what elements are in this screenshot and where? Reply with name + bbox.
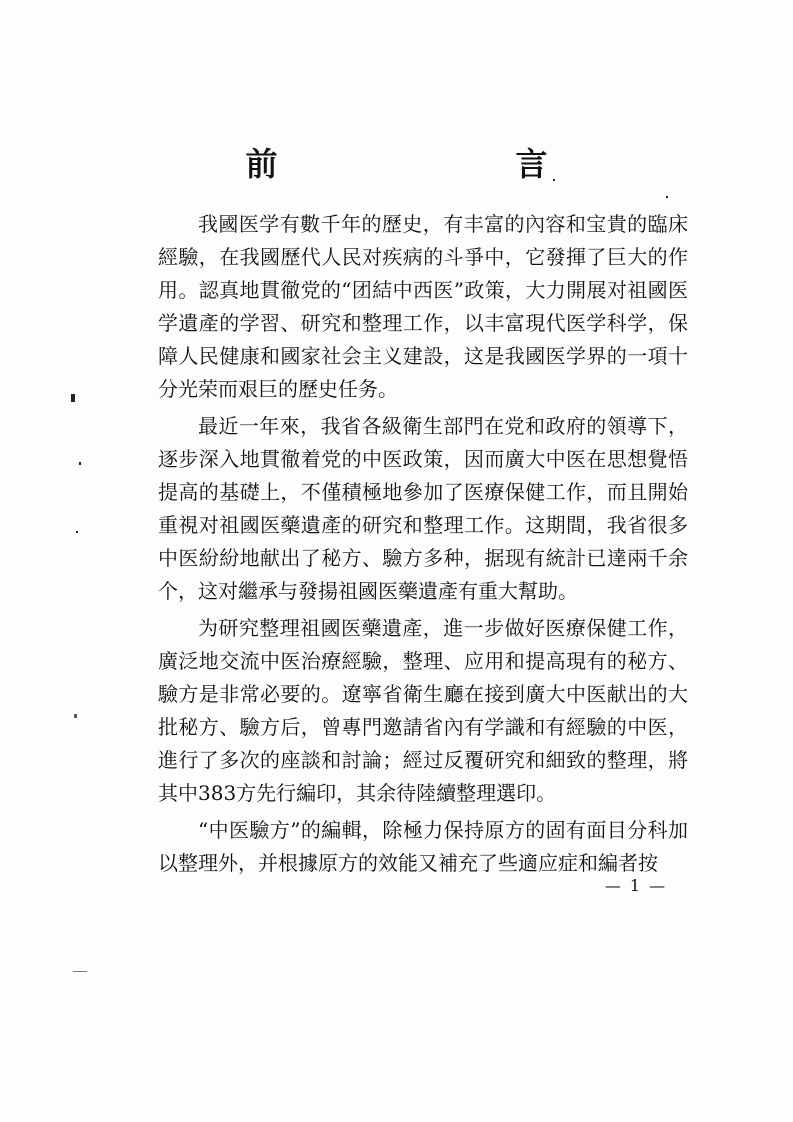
paragraph: 最近一年來，我省各級衛生部門在党和政府的領導下，逐步深入地貫徹着党的中医政策，因而廣大中医在思想覺悟提高的基礎上，不僅積極地參加了医療保健工作，而且開始重視对祖國医藥遺產的研究和整理工作。这期間，我省很多中医紛紛地献出了秘方、驗方多种，据现有統計已達兩千余个，这对繼承与發揚祖國医藥遺產有重大幫助。 <box>158 414 688 603</box>
paragraph: 我國医学有數千年的歷史，有丰富的內容和宝貴的臨床經驗，在我國歷代人民对疾病的斗爭中，它發揮了巨大的作用。認真地貫徹党的“团結中西医”政策，大力開展对祖國医学遺產的学習、研究和整理工作，以丰富現代医学科学，保障人民健康和國家社会主义建設，这是我國医学界的一項十分光荣而艰巨的歷史任务。 <box>158 212 688 401</box>
margin-mark <box>73 971 87 972</box>
paragraph: 为研究整理祖國医藥遺產，進一步做好医療保健工作，廣泛地交流中医治療經驗，整理、应用和提高現有的秘方、驗方是非常必要的。遼寧省衛生廳在接到廣大中医献出的大批秘方、驗方后，曾專門邀請省內有学識和有經驗的中医，進行了多次的座談和討論；經过反覆研究和細致的整理，將其中383方先行編印，其余待陸續整理選印。 <box>158 616 688 805</box>
margin-mark <box>71 394 75 402</box>
preface-body <box>158 208 688 884</box>
page-number: — 1 — <box>604 876 668 895</box>
margin-mark <box>76 531 78 533</box>
margin-mark <box>74 714 77 718</box>
margin-mark <box>79 462 81 465</box>
page-title: 前 言 <box>245 145 606 184</box>
scan-speck <box>666 196 668 198</box>
paragraph: “中医驗方”的編輯，除極力保持原方的固有面目分科加以整理外，并根據原方的效能又補充了些適应症和編者按 <box>158 818 688 875</box>
